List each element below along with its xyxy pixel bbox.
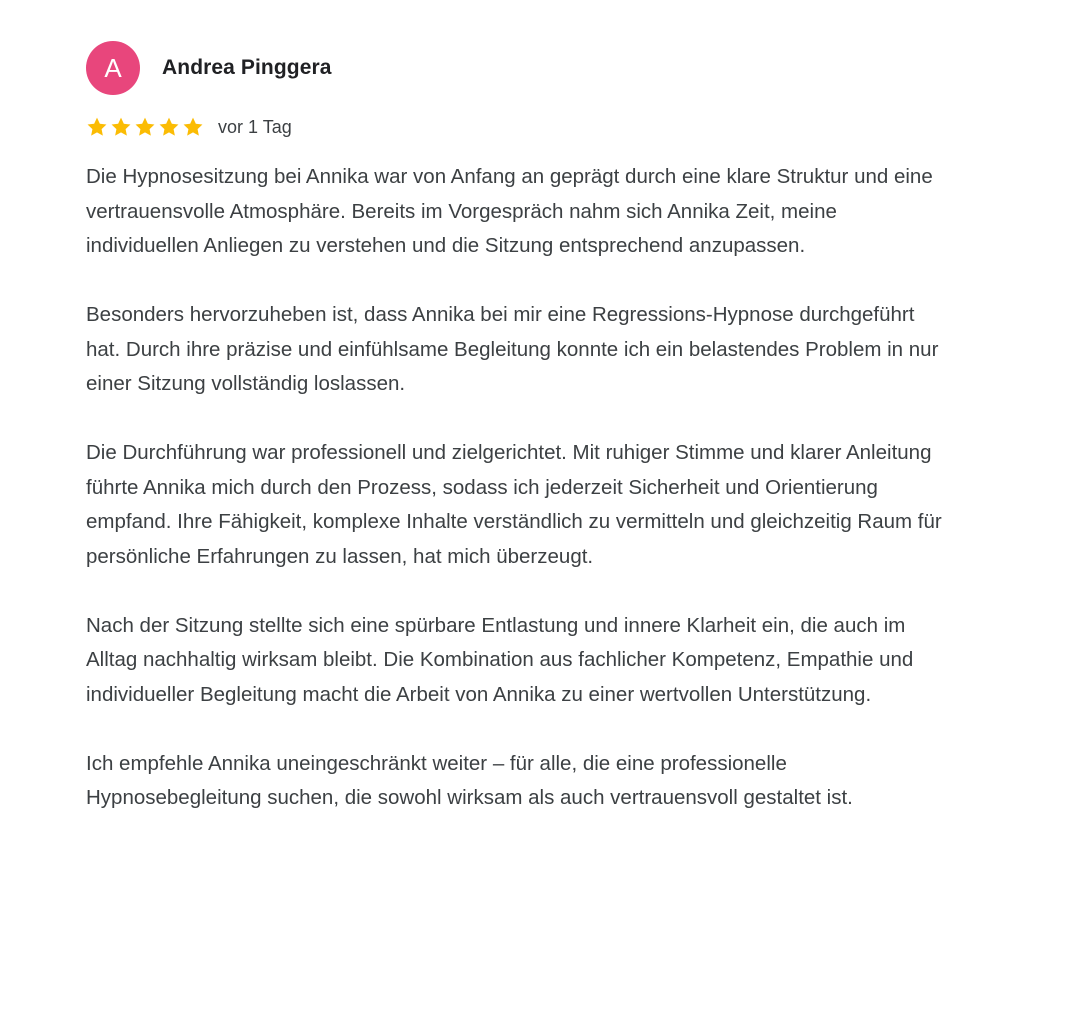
review-paragraph: Nach der Sitzung stellte sich eine spürbare Entlastung und innere Klarheit ein, die auch im Alltag nachhaltig wirksam bleibt. Die Kombination aus fachlicher Kompetenz, Empathie und individueller Begleitung macht die Arbeit von Annika zu einer wertvollen Unterstützung. (86, 613, 914, 706)
review-paragraph: Besonders hervorzuheben ist, dass Annika bei mir eine Regressions-Hypnose durchgeführt hat. Durch ihre präzise und einfühlsame Begleitung konnte ich ein belastendes Problem in nur einer Sitzung vollständig loslassen. (86, 303, 939, 395)
review-meta (86, 114, 946, 140)
star-icon (110, 116, 132, 138)
review-header (86, 40, 946, 96)
review-date: vor 1 Tag (218, 116, 292, 137)
star-icon (86, 116, 108, 138)
review-paragraph: Ich empfehle Annika uneingeschränkt weiter – für alle, die eine professionelle Hypnosebegleitung suchen, die sowohl wirksam als auch vertrauensvoll gestaltet ist. (86, 751, 853, 809)
star-icon (158, 116, 180, 138)
avatar[interactable] (86, 41, 140, 95)
review-card (86, 40, 946, 816)
review-text (86, 160, 946, 816)
avatar-initial: A (104, 52, 122, 83)
author-name[interactable]: Andrea Pinggera (162, 56, 332, 79)
review-paragraph: Die Hypnosesitzung bei Annika war von Anfang an geprägt durch eine klare Struktur und eine vertrauensvolle Atmosphäre. Bereits im Vorgespräch nahm sich Annika Zeit, meine individuellen Anliegen zu verstehen und die Sitzung entsprechend anzupassen. (86, 165, 933, 257)
star-icon (134, 116, 156, 138)
star-rating (86, 116, 204, 138)
star-icon (182, 116, 204, 138)
review-paragraph: Die Durchführung war professionell und zielgerichtet. Mit ruhiger Stimme und klarer Anleitung führte Annika mich durch den Prozess, sodass ich jederzeit Sicherheit und Orientierung empfand. Ihre Fähigkeit, komplexe Inhalte verständlich zu vermitteln und gleichzeitig Raum für persönliche Erfahrungen zu lassen, hat mich überzeugt. (86, 441, 942, 568)
